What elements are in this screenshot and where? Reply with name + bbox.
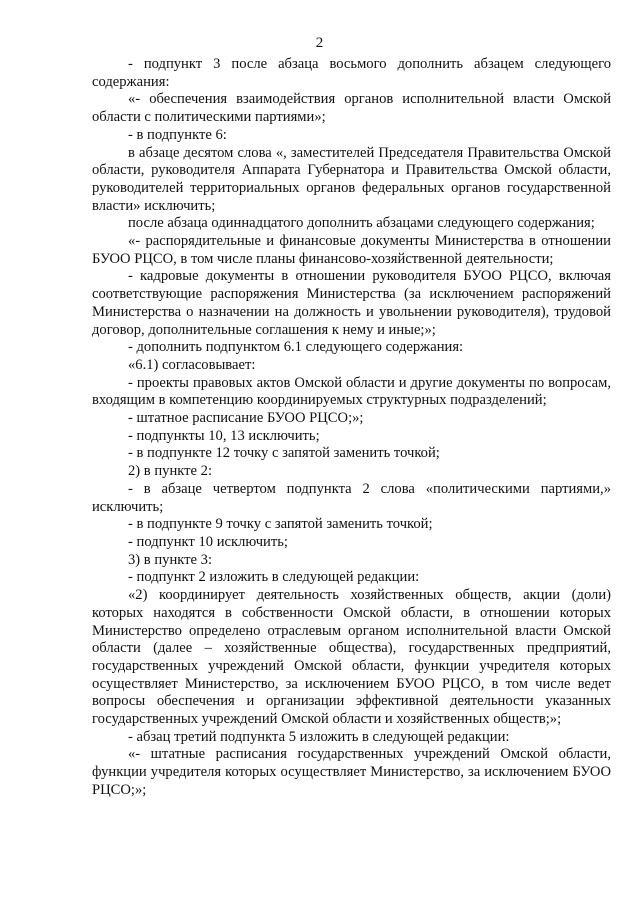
paragraph-15: - в абзаце четвертом подпункта 2 слова «политическими партиями,» исключить; xyxy=(92,480,611,515)
paragraph-16: - в подпункте 9 точку с запятой заменить точкой; xyxy=(128,516,433,533)
paragraph-14: 2) в пункте 2: xyxy=(128,463,213,480)
paragraph-9: «6.1) согласовывает: xyxy=(128,356,256,373)
paragraph-12: - подпункты 10, 13 исключить; xyxy=(128,427,320,444)
paragraph-5: после абзаца одиннадцатого дополнить абзацами следующего содержания; xyxy=(128,215,595,232)
paragraph-3: - в подпункте 6: xyxy=(128,126,227,143)
paragraph-22: «- штатные расписания государственных учреждений Омской области, функции учредителя которых осуществляет Министерство, за исключением БУОО РЦСО;»; xyxy=(92,746,611,798)
paragraph-7: - кадровые документы в отношении руководителя БУОО РЦСО, включая соответствующие распоряжения Министерства (за исключением распоряжений Министерства о назначении на должность и увольнении руководителя), трудовой договор, дополнительные соглашения к нему и иные;»; xyxy=(92,268,611,338)
paragraph-11: - штатное расписание БУОО РЦСО;»; xyxy=(128,410,364,427)
paragraph-1: - подпункт 3 после абзаца восьмого дополнить абзацем следующего содержания: xyxy=(92,56,611,90)
paragraph-13: - в подпункте 12 точку с запятой заменить точкой; xyxy=(128,445,440,462)
paragraph-6: «- распорядительные и финансовые документы Министерства в отношении БУОО РЦСО, в том числе планы финансово-хозяйственной деятельности; xyxy=(92,233,611,267)
paragraph-4: в абзаце десятом слова «, заместителей Председателя Правительства Омской области, руководителя Аппарата Губернатора и Правительства Омской области, руководителей территориальных органов федеральных органов государственной власти» исключить; xyxy=(92,144,611,214)
page-number: 2 xyxy=(315,35,324,51)
paragraph-2: «- обеспечения взаимодействия органов исполнительной власти Омской области с политическими партиями»; xyxy=(92,91,611,126)
paragraph-17: - подпункт 10 исключить; xyxy=(128,533,288,550)
paragraph-19: - подпункт 2 изложить в следующей редакции: xyxy=(128,569,420,586)
paragraph-10: - проекты правовых актов Омской области и другие документы по вопросам, входящим в компетенцию координируемых структурных подразделений; xyxy=(92,374,611,409)
paragraph-18: 3) в пункте 3: xyxy=(128,551,213,568)
document-body xyxy=(92,56,611,800)
paragraph-21: - абзац третий подпункта 5 изложить в следующей редакции: xyxy=(128,728,510,745)
paragraph-8: - дополнить подпунктом 6.1 следующего содержания: xyxy=(128,339,464,356)
paragraph-20: «2) координирует деятельность хозяйственных обществ, акции (доли) которых находятся в собственности Омской области, в отношении которых Министерство определено отраслевым органом исполнительной власти Омской области (далее – хозяйственные общества), государственных предприятий, государственных учреждений Омской области, функции учредителя которых осуществляет Министерство, за исключением БУОО РЦСО, в том числе ведет вопросы обеспечения и организации эффективной деятельности указанных государственных учреждений Омской области и хозяйственных обществ;»; xyxy=(92,587,611,728)
